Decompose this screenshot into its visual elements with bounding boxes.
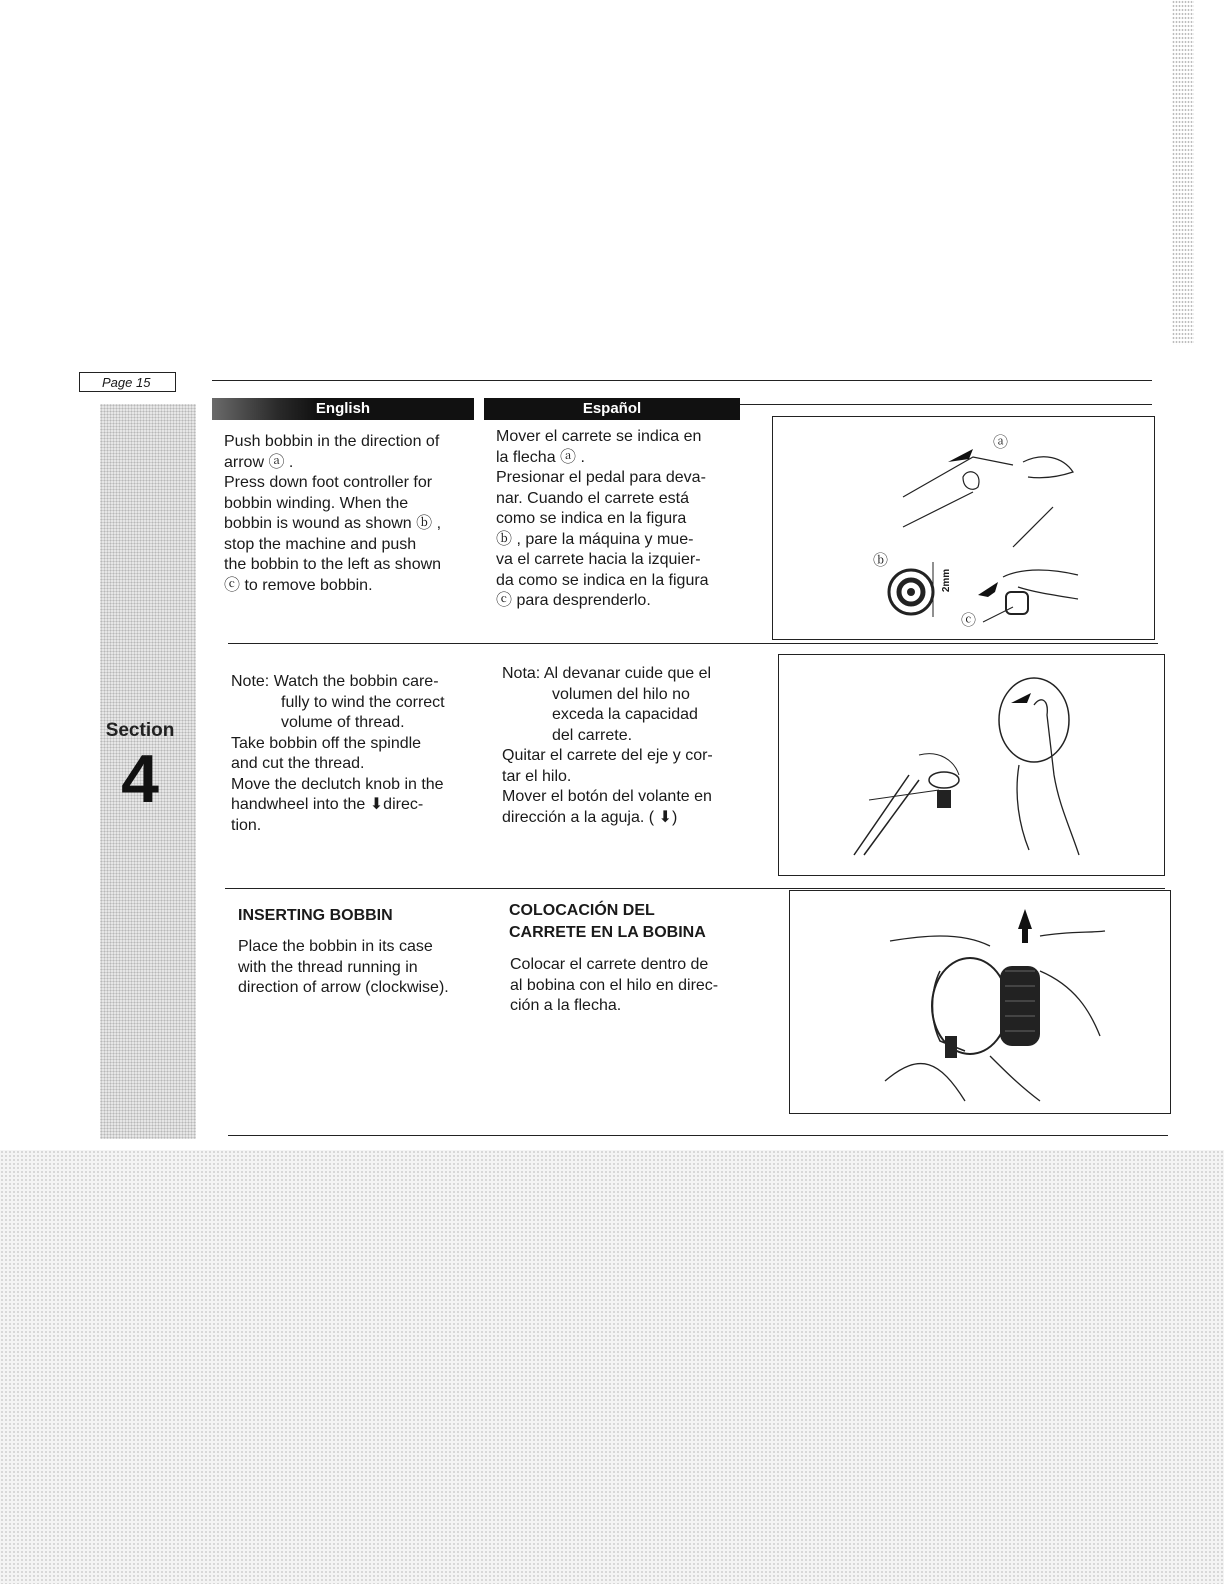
text-line: Press down foot controller for <box>224 474 433 491</box>
text-line: Move the declutch knob in the <box>231 775 444 793</box>
text-line: va el carrete hacia la izquier- <box>496 551 701 568</box>
heading-line: CARRETE EN LA BOBINA <box>509 924 706 941</box>
block1-spanish-text <box>496 427 756 612</box>
text-line: bobbin is wound as shown ⓑ , <box>224 515 442 532</box>
english-column-header: English <box>212 398 474 420</box>
text-line: del carrete. <box>552 726 633 744</box>
block-divider <box>228 643 1158 644</box>
text-line: direction of arrow (clockwise). <box>238 979 449 996</box>
section-number: 4 <box>121 741 159 817</box>
text-line: Colocar el carrete dentro de <box>510 956 709 973</box>
figure-label-c: ⓒ <box>961 612 977 629</box>
figure-cut-thread <box>778 654 1165 876</box>
bottom-rule <box>228 1135 1168 1136</box>
text-line: ción a la flecha. <box>510 997 622 1014</box>
text-line: tion. <box>231 816 262 834</box>
text-line: tar el hilo. <box>502 767 572 785</box>
figure-bobbin-winding <box>772 416 1155 640</box>
text-line: da como se indica en la figura <box>496 571 709 589</box>
scan-noise-right <box>1172 0 1194 345</box>
text-line: Quitar el carrete del eje y cor- <box>502 747 713 764</box>
note-prefix: Nota: <box>502 665 541 682</box>
spanish-column-header: Español <box>484 398 740 420</box>
text-line: with the thread running in <box>238 958 418 976</box>
text-line: handwheel into the ⬇direc- <box>231 796 424 813</box>
block1-english-text <box>224 432 474 596</box>
text-line: Watch the bobbin care- <box>273 673 439 690</box>
text-line: ⓒ to remove bobbin. <box>224 576 373 594</box>
text-line: nar. Cuando el carrete está <box>496 489 690 507</box>
measure-label: 2mm <box>941 568 953 593</box>
figure-insert-bobbin <box>789 890 1171 1114</box>
cut-thread-illustration <box>779 655 1164 875</box>
text-line: Place the bobbin in its case <box>238 938 433 955</box>
text-line: como se indica en la figura <box>496 510 687 527</box>
header-rule <box>740 404 1152 405</box>
text-line: la flecha ⓐ . <box>496 448 585 466</box>
text-line: ⓑ , pare la máquina y mue- <box>496 530 694 548</box>
block2-english-text <box>231 672 491 836</box>
text-line: Take bobbin off the spindle <box>231 734 422 752</box>
colocacion-heading <box>509 900 769 944</box>
text-line: fully to wind the correct <box>281 693 445 711</box>
text-line: Presionar el pedal para deva- <box>496 469 706 486</box>
text-line: al bobina con el hilo en direc- <box>510 976 719 994</box>
text-line: volume of thread. <box>281 714 405 731</box>
text-line: stop the machine and push <box>224 535 417 553</box>
heading-line: COLOCACIÓN DEL <box>509 902 655 919</box>
block3-english-text <box>238 937 498 999</box>
text-line: ⓒ para desprenderlo. <box>496 592 651 609</box>
text-line: arrow ⓐ . <box>224 453 294 471</box>
text-line: bobbin winding. When the <box>224 494 409 512</box>
text-line: exceda la capacidad <box>552 706 698 723</box>
figure-label-b: ⓑ <box>873 552 889 569</box>
section-label: Section <box>105 720 175 741</box>
text-line: dirección a la aguja. ( ⬇) <box>502 808 678 826</box>
text-line: Push bobbin in the direction of <box>224 433 440 450</box>
text-line: and cut the thread. <box>231 755 365 772</box>
block-divider <box>225 888 1165 889</box>
bobbin-winding-illustration <box>773 417 1154 639</box>
page-number-tag: Page 15 <box>79 372 176 392</box>
figure-label-a: ⓐ <box>993 434 1009 451</box>
block2-spanish-text <box>502 664 762 828</box>
insert-bobbin-illustration <box>790 891 1170 1113</box>
note-prefix: Note: <box>231 673 270 690</box>
scan-noise-bottom <box>0 1150 1224 1584</box>
text-line: the bobbin to the left as shown <box>224 556 442 573</box>
text-line: volumen del hilo no <box>552 685 690 703</box>
text-line: Mover el carrete se indica en <box>496 428 702 445</box>
inserting-bobbin-heading: INSERTING BOBBIN <box>238 907 393 924</box>
top-rule <box>212 380 1152 381</box>
block3-spanish-text <box>510 955 770 1017</box>
text-line: Al devanar cuide que el <box>543 665 712 682</box>
text-line: Mover el botón del volante en <box>502 788 712 805</box>
